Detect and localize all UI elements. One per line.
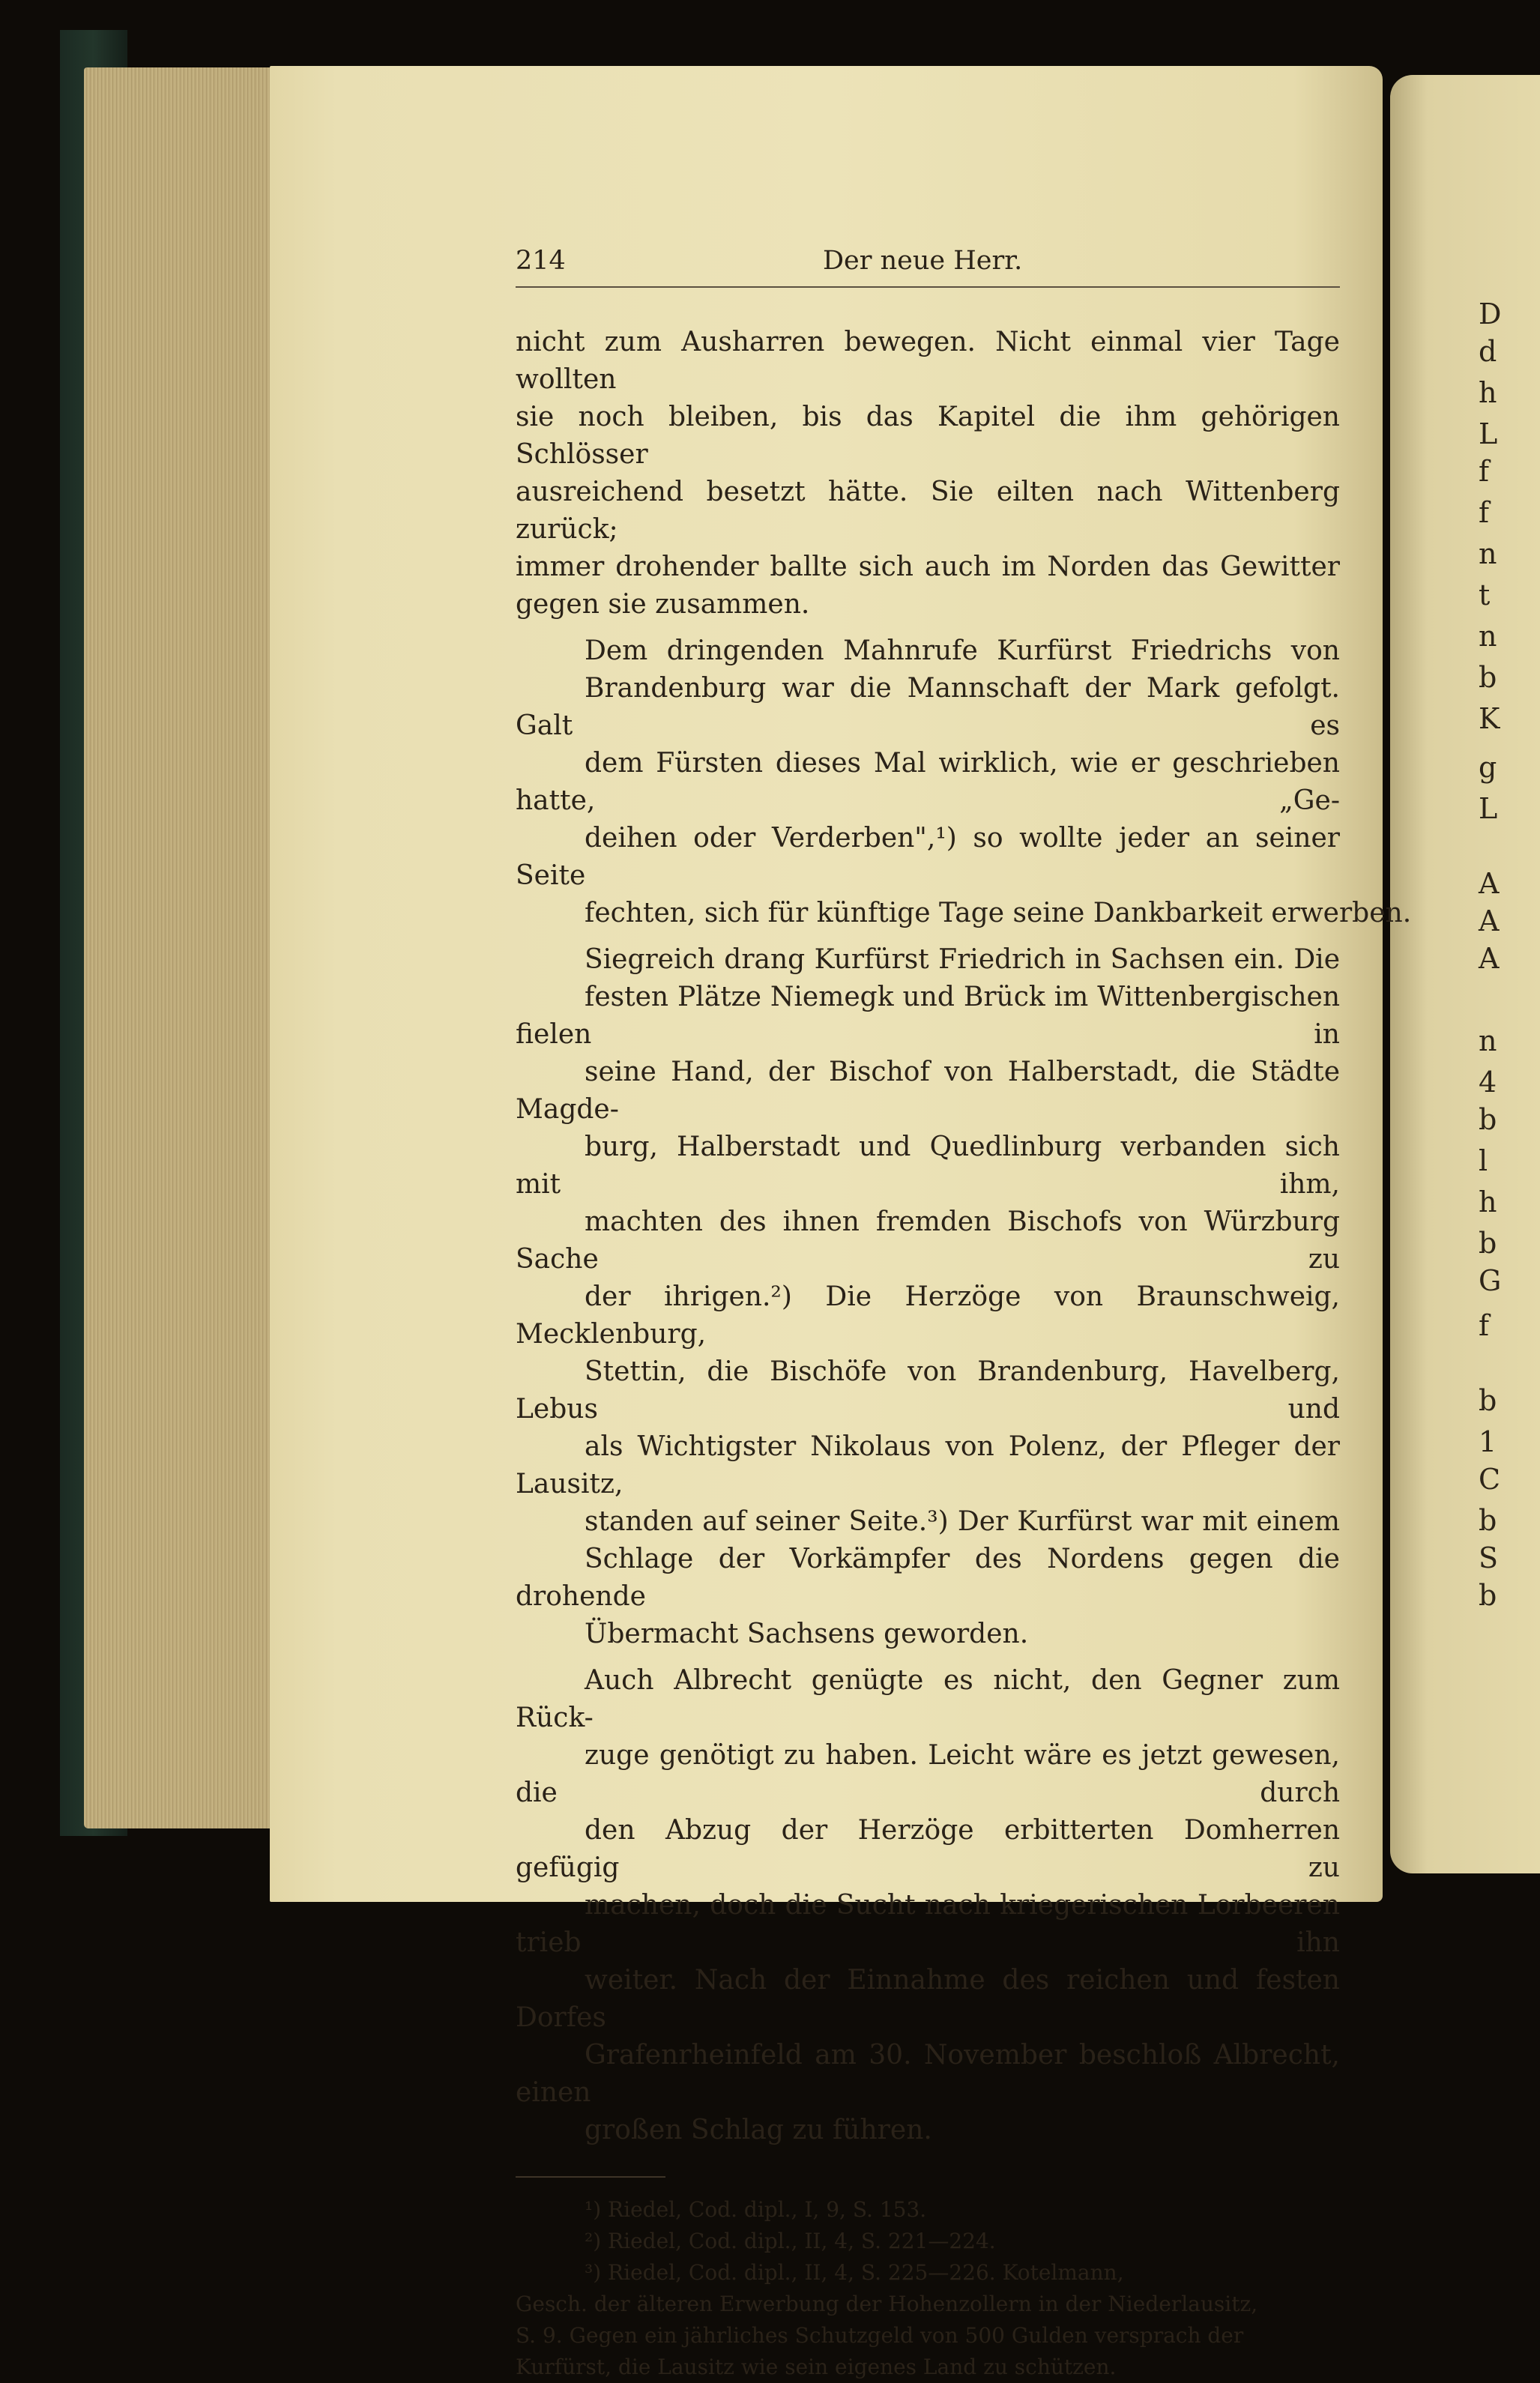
paragraph [516, 941, 1340, 1653]
facing-page-letter: G [1479, 1264, 1502, 1297]
facing-page-letter: d [1479, 335, 1497, 368]
text-line: großen Schlag zu führen. [585, 2115, 932, 2145]
paragraph [516, 324, 1340, 623]
text-line: machten des ihnen fremden Bischofs von Würzburg Sache zu [516, 1206, 1340, 1275]
facing-page-letter: C [1479, 1463, 1501, 1496]
text-line: festen Plätze Niemegk und Brück im Wittenbergischen fielen in [516, 982, 1340, 1050]
facing-page-letter: D [1479, 298, 1502, 330]
facing-page-letter: 4 [1479, 1066, 1497, 1099]
footnote-line: Kurfürst, die Lausitz wie sein eigenes Land zu schützen. [516, 2355, 1117, 2379]
paragraph [516, 632, 1412, 932]
facing-page-letter: n [1479, 1024, 1497, 1057]
facing-page-letter: S [1479, 1541, 1499, 1574]
text-line: der ihrigen.²) Die Herzöge von Braunschweig, Mecklenburg, [516, 1281, 1340, 1350]
facing-page [1390, 75, 1540, 1873]
text-line: nicht zum Ausharren bewegen. Nicht einmal vier Tage wollten [516, 327, 1340, 395]
footnote-line: ²) Riedel, Cod. dipl., II, 4, S. 221—224. [585, 2229, 996, 2253]
facing-page-letter: L [1479, 792, 1498, 825]
facing-page-letter: l [1479, 1144, 1488, 1177]
facing-page-letter: b [1479, 1103, 1497, 1136]
text-line: immer drohender ballte sich auch im Norden das Gewitter [516, 552, 1340, 582]
footnotes [516, 2194, 1340, 2383]
text-line: ausreichend besetzt hätte. Sie eilten nach Wittenberg zurück; [516, 477, 1340, 545]
facing-page-letter: A [1479, 942, 1500, 975]
footnote-rule [516, 2176, 665, 2178]
facing-page-letter: b [1479, 661, 1497, 694]
text-line: Brandenburg war die Mannschaft der Mark gefolgt. Galt es [516, 673, 1340, 741]
text-line: zuge genötigt zu haben. Leicht wäre es jetzt gewesen, die durch [516, 1740, 1340, 1808]
text-line: seine Hand, der Bischof von Halberstadt, die Städte Magde- [516, 1057, 1340, 1125]
text-line: fechten, sich für künftige Tage seine Dankbarkeit erwerben. [585, 898, 1412, 928]
text-line: deihen oder Verderben",¹) so wollte jeder an seiner Seite [516, 823, 1340, 891]
text-line: Stettin, die Bischöfe von Brandenburg, Havelberg, Lebus und [516, 1356, 1340, 1425]
page-text [516, 240, 1412, 2383]
facing-page-letter: b [1479, 1504, 1497, 1537]
text-line: Übermacht Sachsens geworden. [585, 1619, 1029, 1649]
facing-page-letter: K [1479, 702, 1500, 735]
facing-page-letter: h [1479, 1186, 1497, 1218]
text-line: sie noch bleiben, bis das Kapitel die ihm gehörigen Schlösser [516, 402, 1340, 470]
facing-page-letter: L [1479, 417, 1498, 450]
footnote-line: ³) Riedel, Cod. dipl., II, 4, S. 225—226. Kotelmann, [585, 2260, 1124, 2285]
facing-page-letter: b [1479, 1227, 1497, 1260]
facing-page-letter: n [1479, 537, 1497, 570]
footnote-line: Gesch. der älteren Erwerbung der Hohenzollern in der Niederlausitz, [516, 2292, 1258, 2316]
facing-page-letter: n [1479, 620, 1497, 653]
header-rule [516, 286, 1340, 288]
facing-page-letter: f [1479, 455, 1490, 488]
facing-page-letter: b [1479, 1384, 1497, 1417]
text-line: gegen sie zusammen. [516, 589, 810, 620]
text-line: Dem dringenden Mahnrufe Kurfürst Friedrichs von [585, 635, 1340, 666]
text-line: Schlage der Vorkämpfer des Nordens gegen die drohende [516, 1544, 1340, 1612]
facing-page-letter: A [1479, 904, 1500, 937]
text-line: den Abzug der Herzöge erbitterten Domherren gefügig zu [516, 1815, 1340, 1883]
footnote [516, 2194, 1340, 2226]
body-text [516, 324, 1412, 2149]
page-stack-edge [84, 67, 275, 1828]
paragraph [516, 1662, 1340, 2149]
page-number: 214 [516, 246, 566, 276]
facing-page-letter: g [1479, 751, 1497, 784]
footnote-line: ¹) Riedel, Cod. dipl., I, 9, S. 153. [585, 2197, 927, 2222]
text-line: standen auf seiner Seite.³) Der Kurfürst war mit einem [585, 1506, 1340, 1537]
footnote [516, 2257, 1340, 2383]
facing-page-letter: f [1479, 1309, 1490, 1342]
page-header [516, 240, 1340, 282]
text-line: burg, Halberstadt und Quedlinburg verbanden sich mit ihm, [516, 1132, 1340, 1200]
text-line: Siegreich drang Kurfürst Friedrich in Sachsen ein. Die [585, 944, 1340, 975]
facing-page-letter: A [1479, 867, 1500, 900]
footnote [516, 2226, 1340, 2257]
text-line: als Wichtigster Nikolaus von Polenz, der Pfleger der Lausitz, [516, 1431, 1340, 1499]
facing-page-letter: b [1479, 1579, 1497, 1612]
facing-page-letter: h [1479, 376, 1497, 409]
footnote-line: S. 9. Gegen ein jährliches Schutzgeld von 500 Gulden versprach der [516, 2323, 1244, 2348]
facing-page-letter: 1 [1479, 1425, 1497, 1458]
text-line: Auch Albrecht genügte es nicht, den Gegner zum Rück- [516, 1665, 1340, 1733]
text-line: weiter. Nach der Einnahme des reichen und festen Dorfes [516, 1965, 1340, 2033]
text-line: machen, doch die Sucht nach kriegerischen Lorbeeren trieb ihn [516, 1890, 1340, 1958]
text-line: dem Fürsten dieses Mal wirklich, wie er geschrieben hatte, „Ge- [516, 748, 1340, 816]
running-title: Der neue Herr. [823, 246, 1023, 276]
text-line: Grafenrheinfeld am 30. November beschloß Albrecht, einen [516, 2040, 1340, 2108]
facing-page-letter: t [1479, 579, 1491, 611]
facing-page-letter: f [1479, 496, 1490, 529]
